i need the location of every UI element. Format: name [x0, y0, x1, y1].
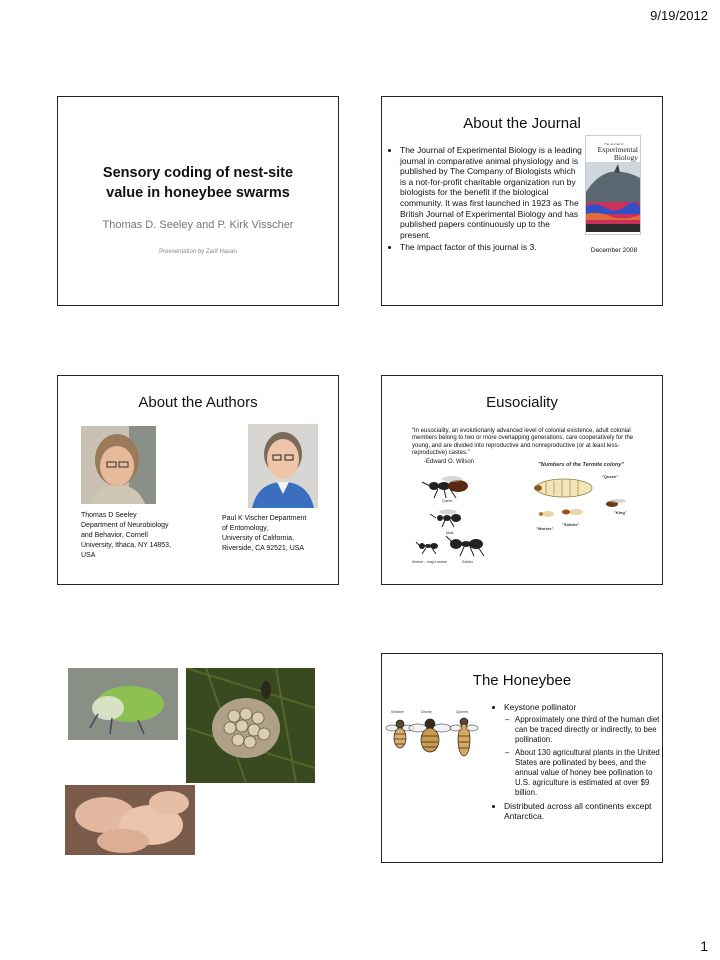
slide-about-journal[interactable]	[381, 96, 663, 306]
honeybee-castes-image	[384, 714, 484, 760]
author1-photo	[81, 426, 156, 504]
quote-attribution: -Edward O. Wilson	[424, 459, 475, 465]
wilson-quote: “In eusociality, an evolutionarily advanced level of colonial existence, adult colonial members belong to two or more overlapping generations, care cooperatively for the young, and are divided into reproductive and nonreproductive (or at least less-reproductive) castes.”	[412, 428, 634, 457]
sub-bullet-item: – Approximately one third of the human diet can be traced directly or indirectly, to bee pollination.	[515, 715, 663, 745]
paper-wasp-nest-photo	[186, 668, 315, 783]
slide-about-authors[interactable]	[57, 375, 339, 585]
bullet-list	[390, 145, 582, 255]
slide-the-honeybee[interactable]	[381, 653, 663, 863]
bullet-item: • Distributed across all continents except Antarctica.	[504, 801, 663, 822]
cover-title	[590, 146, 638, 161]
termite-label-queen: "Queen"	[602, 474, 619, 479]
bee-label-drone: Drone	[421, 709, 432, 714]
termite-label-king: "King"	[614, 510, 627, 515]
cover-illustration	[586, 162, 640, 232]
authors-subtitle: Thomas D. Seeley and P. Kirk Visscher	[102, 219, 294, 231]
termite-colony-image	[532, 468, 652, 538]
slide-title: About the Journal	[463, 115, 581, 132]
journal-cover-image	[585, 135, 641, 235]
termite-label-soldier: "Soldier"	[562, 522, 580, 527]
termite-label-worker: "Worker"	[536, 526, 554, 531]
sub-bullet-item: – About 130 agricultural plants in the United States are pollinated by bees, and the annual value of honey bee pollination to U.S. agriculture is estimated at over $9 billion.	[515, 748, 663, 798]
slide-title-page[interactable]	[57, 96, 339, 306]
bee-label-worker: Worker	[391, 709, 404, 714]
ant-label-queen: Queen	[442, 499, 453, 503]
bullet-item: • The impact factor of this journal is 3.	[400, 242, 582, 253]
caption-line: University of California,	[222, 535, 294, 542]
page-number: 1	[700, 938, 708, 954]
title-line-2: value in honeybee swarms	[106, 185, 290, 201]
ant-label-soldier: Soldier	[462, 560, 473, 564]
presentation-title	[58, 163, 338, 203]
caption-line: and Behavior, Cornell	[81, 532, 148, 539]
bullet-list	[494, 702, 663, 822]
aphid-photo	[68, 668, 178, 740]
bee-label-queen: Queen	[456, 709, 469, 714]
header-date: 9/19/2012	[650, 8, 708, 23]
title-line-1: Sensory coding of nest-site	[102, 165, 294, 181]
caption-line: Paul K Vischer Department	[222, 515, 307, 522]
bullet-item	[504, 702, 663, 798]
bullet-text: Keystone pollinator	[504, 702, 577, 712]
bullet-item: • The Journal of Experimental Biology is a leading journal in comparative animal physiology and is published by The Company of Biologists which is a not-for-profit charitable organization run by biologists for the benefit if the biological community. It was first launched in 1923 as The British Journal of Experimental Biology and has published papers continuously up to the present.	[400, 145, 582, 240]
caption-line: of Entomology,	[222, 525, 269, 532]
slide-title: Eusociality	[486, 394, 558, 411]
author2-photo	[248, 424, 318, 508]
ant-label-male: Male	[446, 531, 454, 535]
author2-affiliation	[222, 514, 306, 554]
naked-mole-rat-photo	[65, 785, 195, 855]
caption-line: Thomas D Seeley	[81, 512, 137, 519]
cover-caption: December 2008	[590, 247, 638, 254]
caption-line: Riverside, CA 92521, USA	[222, 545, 305, 552]
author1-affiliation	[81, 511, 171, 561]
presenter-credit: Preesentation by Zarif Hasan	[159, 249, 237, 255]
sub-bullet-list	[504, 715, 663, 798]
ant-label-worker: Worker – major worker	[412, 560, 448, 564]
cover-small-text: The Journal of	[604, 142, 624, 146]
slide-photo-collage[interactable]	[57, 653, 339, 863]
cover-title-line-1: Experimental	[597, 145, 638, 154]
termite-colony-title: "Numbers of the Termite colony"	[538, 462, 624, 468]
ant-castes-image	[412, 472, 512, 568]
slide-eusociality[interactable]	[381, 375, 663, 585]
slide-title: About the Authors	[138, 394, 258, 411]
caption-line: USA	[81, 552, 96, 559]
slide-title: The Honeybee	[472, 672, 572, 689]
caption-line: University, Ithaca, NY 14853,	[81, 542, 172, 549]
caption-line: Department of Neurobiology	[81, 522, 169, 529]
cover-title-line-2: Biology	[613, 152, 638, 162]
